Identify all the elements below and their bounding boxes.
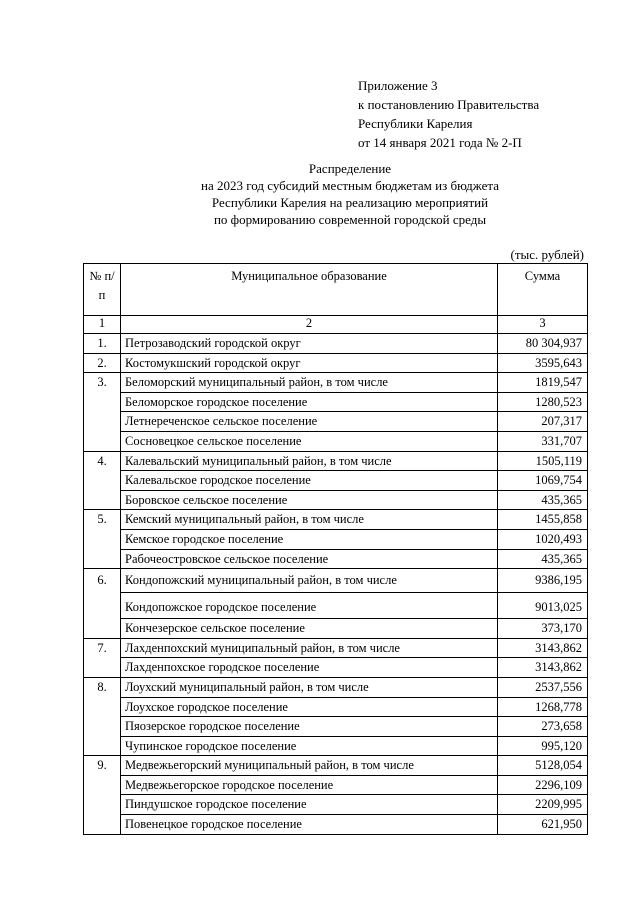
sum-value: 80 304,937 bbox=[498, 334, 588, 354]
municipality-name: Лоухское городское поселение bbox=[121, 697, 498, 717]
municipality-name: Медвежьегорский муниципальный район, в том числе bbox=[121, 756, 498, 776]
sum-value: 2296,109 bbox=[498, 775, 588, 795]
sum-value: 373,170 bbox=[498, 619, 588, 639]
municipality-name: Лоухский муниципальный район, в том числе bbox=[121, 677, 498, 697]
sum-value: 331,707 bbox=[498, 431, 588, 451]
appendix-line: от 14 января 2021 года № 2-П bbox=[358, 135, 522, 150]
table-row bbox=[84, 619, 588, 639]
row-number: 3. bbox=[84, 373, 121, 451]
municipality-name: Беломорский муниципальный район, в том числе bbox=[121, 373, 498, 393]
municipality-name: Лахденпохский муниципальный район, в том числе bbox=[121, 638, 498, 658]
table-row bbox=[84, 392, 588, 412]
table-row bbox=[84, 677, 588, 697]
municipality-name: Петрозаводский городской округ bbox=[121, 334, 498, 354]
table-row bbox=[84, 490, 588, 510]
sum-value: 995,120 bbox=[498, 736, 588, 756]
sum-value: 1020,493 bbox=[498, 529, 588, 549]
title-line: по формированию современной городской среды bbox=[213, 212, 487, 227]
row-number: 2. bbox=[84, 353, 121, 373]
sum-value: 207,317 bbox=[498, 412, 588, 432]
row-number: 7. bbox=[84, 638, 121, 677]
municipality-name: Кондопожский муниципальный район, в том числе bbox=[121, 569, 498, 593]
table-row bbox=[84, 795, 588, 815]
sum-value: 273,658 bbox=[498, 717, 588, 737]
municipality-name: Боровское сельское поселение bbox=[121, 490, 498, 510]
table-row bbox=[84, 658, 588, 678]
sum-value: 3143,862 bbox=[498, 658, 588, 678]
table-row bbox=[84, 697, 588, 717]
title-line: Республики Карелия на реализацию мероприятий bbox=[211, 195, 489, 210]
row-number: 4. bbox=[84, 451, 121, 510]
table-row bbox=[84, 373, 588, 393]
table-row bbox=[84, 593, 588, 619]
title-line: на 2023 год субсидий местным бюджетам из бюджета bbox=[201, 178, 499, 193]
sum-value: 1268,778 bbox=[498, 697, 588, 717]
row-number: 1. bbox=[84, 334, 121, 354]
sum-value: 9386,195 bbox=[498, 569, 588, 593]
municipality-name: Сосновецкое сельское поселение bbox=[121, 431, 498, 451]
municipality-name: Костомукшский городской округ bbox=[121, 353, 498, 373]
appendix-line: Республики Карелия bbox=[358, 116, 473, 131]
municipality-name: Калевальское городское поселение bbox=[121, 471, 498, 491]
municipality-name: Кемское городское поселение bbox=[121, 529, 498, 549]
sum-value: 1505,119 bbox=[498, 451, 588, 471]
header-name: Муниципальное образование bbox=[121, 264, 498, 316]
sum-value: 1455,858 bbox=[498, 510, 588, 530]
sum-value: 2209,995 bbox=[498, 795, 588, 815]
municipality-name: Чупинское городское поселение bbox=[121, 736, 498, 756]
table-row bbox=[84, 431, 588, 451]
sum-value: 2537,556 bbox=[498, 677, 588, 697]
header-num: № п/п bbox=[84, 264, 121, 316]
appendix-line: к постановлению Правительства bbox=[358, 97, 540, 112]
municipality-name: Пяозерское городское поселение bbox=[121, 717, 498, 737]
municipality-name: Беломорское городское поселение bbox=[121, 392, 498, 412]
municipality-name: Медвежьегорское городское поселение bbox=[121, 775, 498, 795]
index-num: 1 bbox=[84, 316, 121, 334]
municipality-name: Повенецкое городское поселение bbox=[121, 815, 498, 835]
municipality-name: Рабочеостровское сельское поселение bbox=[121, 549, 498, 569]
table-row bbox=[84, 412, 588, 432]
municipality-name: Кончезерское сельское поселение bbox=[121, 619, 498, 639]
municipality-name: Калевальский муниципальный район, в том числе bbox=[121, 451, 498, 471]
index-sum: 3 bbox=[498, 316, 588, 334]
sum-value: 621,950 bbox=[498, 815, 588, 835]
table-row bbox=[84, 638, 588, 658]
table-row bbox=[84, 529, 588, 549]
municipality-name: Кондопожское городское поселение bbox=[121, 593, 498, 619]
municipality-name: Пиндушское городское поселение bbox=[121, 795, 498, 815]
document-title bbox=[90, 160, 610, 228]
distribution-table bbox=[83, 263, 588, 835]
municipality-name: Летнереченское сельское поселение bbox=[121, 412, 498, 432]
row-number: 6. bbox=[84, 569, 121, 639]
municipality-name: Лахденпохское городское поселение bbox=[121, 658, 498, 678]
index-name: 2 bbox=[121, 316, 498, 334]
sum-value: 5128,054 bbox=[498, 756, 588, 776]
table-row bbox=[84, 510, 588, 530]
municipality-name: Кемский муниципальный район, в том числе bbox=[121, 510, 498, 530]
appendix-block bbox=[358, 76, 539, 152]
sum-value: 1280,523 bbox=[498, 392, 588, 412]
column-index-row bbox=[84, 316, 588, 334]
sum-value: 1069,754 bbox=[498, 471, 588, 491]
table-row bbox=[84, 736, 588, 756]
sum-value: 9013,025 bbox=[498, 593, 588, 619]
table-row bbox=[84, 353, 588, 373]
table-row bbox=[84, 756, 588, 776]
table-row bbox=[84, 775, 588, 795]
title-line: Распределение bbox=[308, 161, 392, 176]
table-row bbox=[84, 334, 588, 354]
appendix-line: Приложение 3 bbox=[358, 78, 438, 93]
header-row bbox=[84, 264, 588, 316]
sum-value: 435,365 bbox=[498, 549, 588, 569]
row-number: 5. bbox=[84, 510, 121, 569]
table-row bbox=[84, 549, 588, 569]
sum-value: 3595,643 bbox=[498, 353, 588, 373]
table-row bbox=[84, 815, 588, 835]
sum-value: 3143,862 bbox=[498, 638, 588, 658]
row-number: 9. bbox=[84, 756, 121, 834]
table-row bbox=[84, 717, 588, 737]
table-row bbox=[84, 569, 588, 593]
sum-value: 1819,547 bbox=[498, 373, 588, 393]
header-sum: Сумма bbox=[498, 264, 588, 316]
sum-value: 435,365 bbox=[498, 490, 588, 510]
table-row bbox=[84, 451, 588, 471]
row-number: 8. bbox=[84, 677, 121, 755]
units-label: (тыс. рублей) bbox=[510, 247, 584, 262]
table-row bbox=[84, 471, 588, 491]
